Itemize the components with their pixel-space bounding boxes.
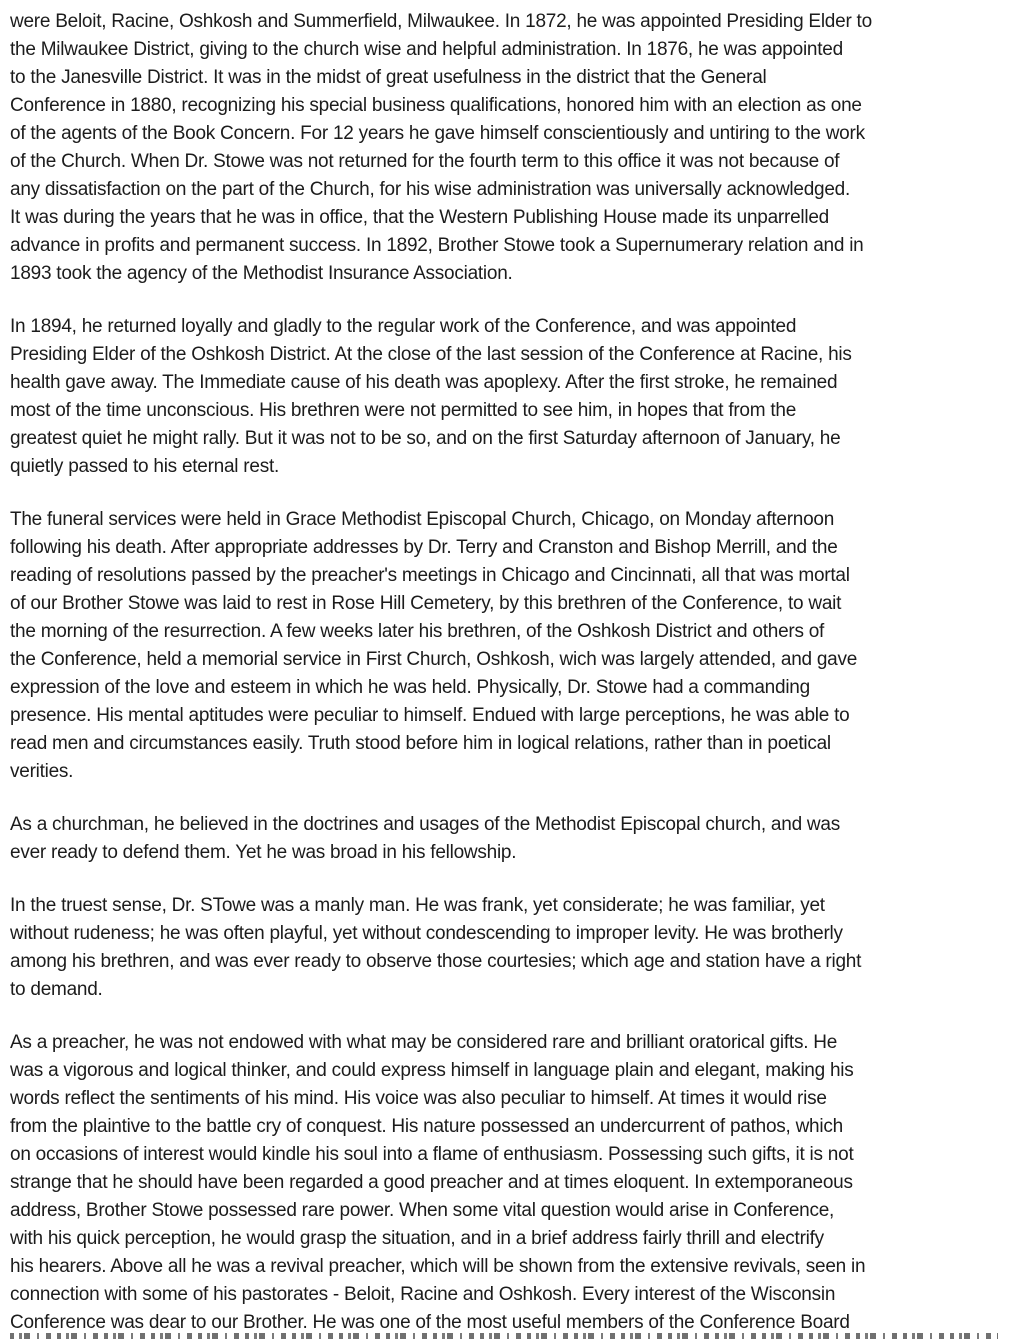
paragraph	[10, 811, 1014, 867]
text-line: expression of the love and esteem in which he was held. Physically, Dr. Stowe had a commanding	[10, 677, 810, 698]
text-line: with his quick perception, he would grasp the situation, and in a brief address fairly thrill and electrify	[10, 1228, 824, 1249]
text-line: the Milwaukee District, giving to the church wise and helpful administration. In 1876, he was appointed	[10, 39, 843, 60]
text-line: to demand.	[10, 979, 103, 1000]
text-line: connection with some of his pastorates - Beloit, Racine and Oshkosh. Every interest of the Wisconsin	[10, 1284, 836, 1305]
text-line: of the agents of the Book Concern. For 12 years he gave himself conscientiously and untiring to the work	[10, 123, 865, 144]
text-line: words reflect the sentiments of his mind. His voice was also peculiar to himself. At times it would rise	[10, 1088, 827, 1109]
paragraph	[10, 1029, 1014, 1337]
text-line: quietly passed to his eternal rest.	[10, 456, 280, 477]
text-line: health gave away. The Immediate cause of his death was apoplexy. After the first stroke, he remained	[10, 372, 838, 393]
text-line: without rudeness; he was often playful, yet without condescending to improper levity. He was brotherly	[10, 923, 843, 944]
text-line: Presiding Elder of the Oshkosh District. At the close of the last session of the Conference at Racine, his	[10, 344, 852, 365]
text-line: the Conference, held a memorial service in First Church, Oshkosh, wich was largely attended, and gave	[10, 649, 858, 670]
text-line: Conference in 1880, recognizing his special business qualifications, honored him with an election as one	[10, 95, 862, 116]
text-line: ever ready to defend them. Yet he was broad in his fellowship.	[10, 842, 517, 863]
paragraph	[10, 506, 1014, 786]
text-line: was a vigorous and logical thinker, and could express himself in language plain and elegant, making his	[10, 1060, 854, 1081]
text-line: In 1894, he returned loyally and gladly to the regular work of the Conference, and was appointed	[10, 316, 797, 337]
text-line: 1893 took the agency of the Methodist Insurance Association.	[10, 263, 513, 284]
text-line: As a preacher, he was not endowed with what may be considered rare and brilliant oratorical gifts. He	[10, 1032, 838, 1053]
text-line: strange that he should have been regarded a good preacher and at times eloquent. In extemporaneous	[10, 1172, 853, 1193]
text-line: greatest quiet he might rally. But it was not to be so, and on the first Saturday afternoon of January, he	[10, 428, 841, 449]
text-line: Conference was dear to our Brother. He was one of the most useful members of the Conference Board	[10, 1312, 850, 1333]
text-line: reading of resolutions passed by the preacher's meetings in Chicago and Cincinnati, all that was mortal	[10, 565, 850, 586]
clipped-text-line	[10, 1333, 998, 1339]
document-body	[10, 8, 1014, 1337]
text-line: In the truest sense, Dr. STowe was a manly man. He was frank, yet considerate; he was familiar, yet	[10, 895, 825, 916]
text-line: presence. His mental aptitudes were peculiar to himself. Endued with large perceptions, he was able to	[10, 705, 850, 726]
text-line: most of the time unconscious. His brethren were not permitted to see him, in hopes that from the	[10, 400, 797, 421]
text-line: The funeral services were held in Grace Methodist Episcopal Church, Chicago, on Monday afternoon	[10, 509, 835, 530]
text-line: of our Brother Stowe was laid to rest in Rose Hill Cemetery, by this brethren of the Conference, to wait	[10, 593, 842, 614]
text-line: following his death. After appropriate addresses by Dr. Terry and Cranston and Bishop Merrill, and the	[10, 537, 838, 558]
text-line: among his brethren, and was ever ready to observe those courtesies; which age and station have a right	[10, 951, 862, 972]
paragraph	[10, 892, 1014, 1004]
text-line: verities.	[10, 761, 74, 782]
text-line: were Beloit, Racine, Oshkosh and Summerfield, Milwaukee. In 1872, he was appointed Presiding Elder to	[10, 11, 872, 32]
text-line: advance in profits and permanent success. In 1892, Brother Stowe took a Supernumerary relation and in	[10, 235, 864, 256]
paragraph	[10, 313, 1014, 481]
text-line: address, Brother Stowe possessed rare power. When some vital question would arise in Conference,	[10, 1200, 835, 1221]
text-line: from the plaintive to the battle cry of conquest. His nature possessed an undercurrent of pathos, which	[10, 1116, 843, 1137]
text-line: his hearers. Above all he was a revival preacher, which will be shown from the extensive revivals, seen in	[10, 1256, 866, 1277]
text-line: of the Church. When Dr. Stowe was not returned for the fourth term to this office it was not because of	[10, 151, 840, 172]
text-line: to the Janesville District. It was in the midst of great usefulness in the district that the General	[10, 67, 767, 88]
text-line: the morning of the resurrection. A few weeks later his brethren, of the Oshkosh District and others of	[10, 621, 825, 642]
text-line: read men and circumstances easily. Truth stood before him in logical relations, rather than in poetical	[10, 733, 831, 754]
paragraph	[10, 8, 1014, 288]
text-line: on occasions of interest would kindle his soul into a flame of enthusiasm. Possessing such gifts, it is not	[10, 1144, 854, 1165]
text-line: It was during the years that he was in office, that the Western Publishing House made its unparrelled	[10, 207, 829, 228]
text-line: As a churchman, he believed in the doctrines and usages of the Methodist Episcopal church, and was	[10, 814, 840, 835]
text-line: any dissatisfaction on the part of the Church, for his wise administration was universally acknowledged.	[10, 179, 850, 200]
